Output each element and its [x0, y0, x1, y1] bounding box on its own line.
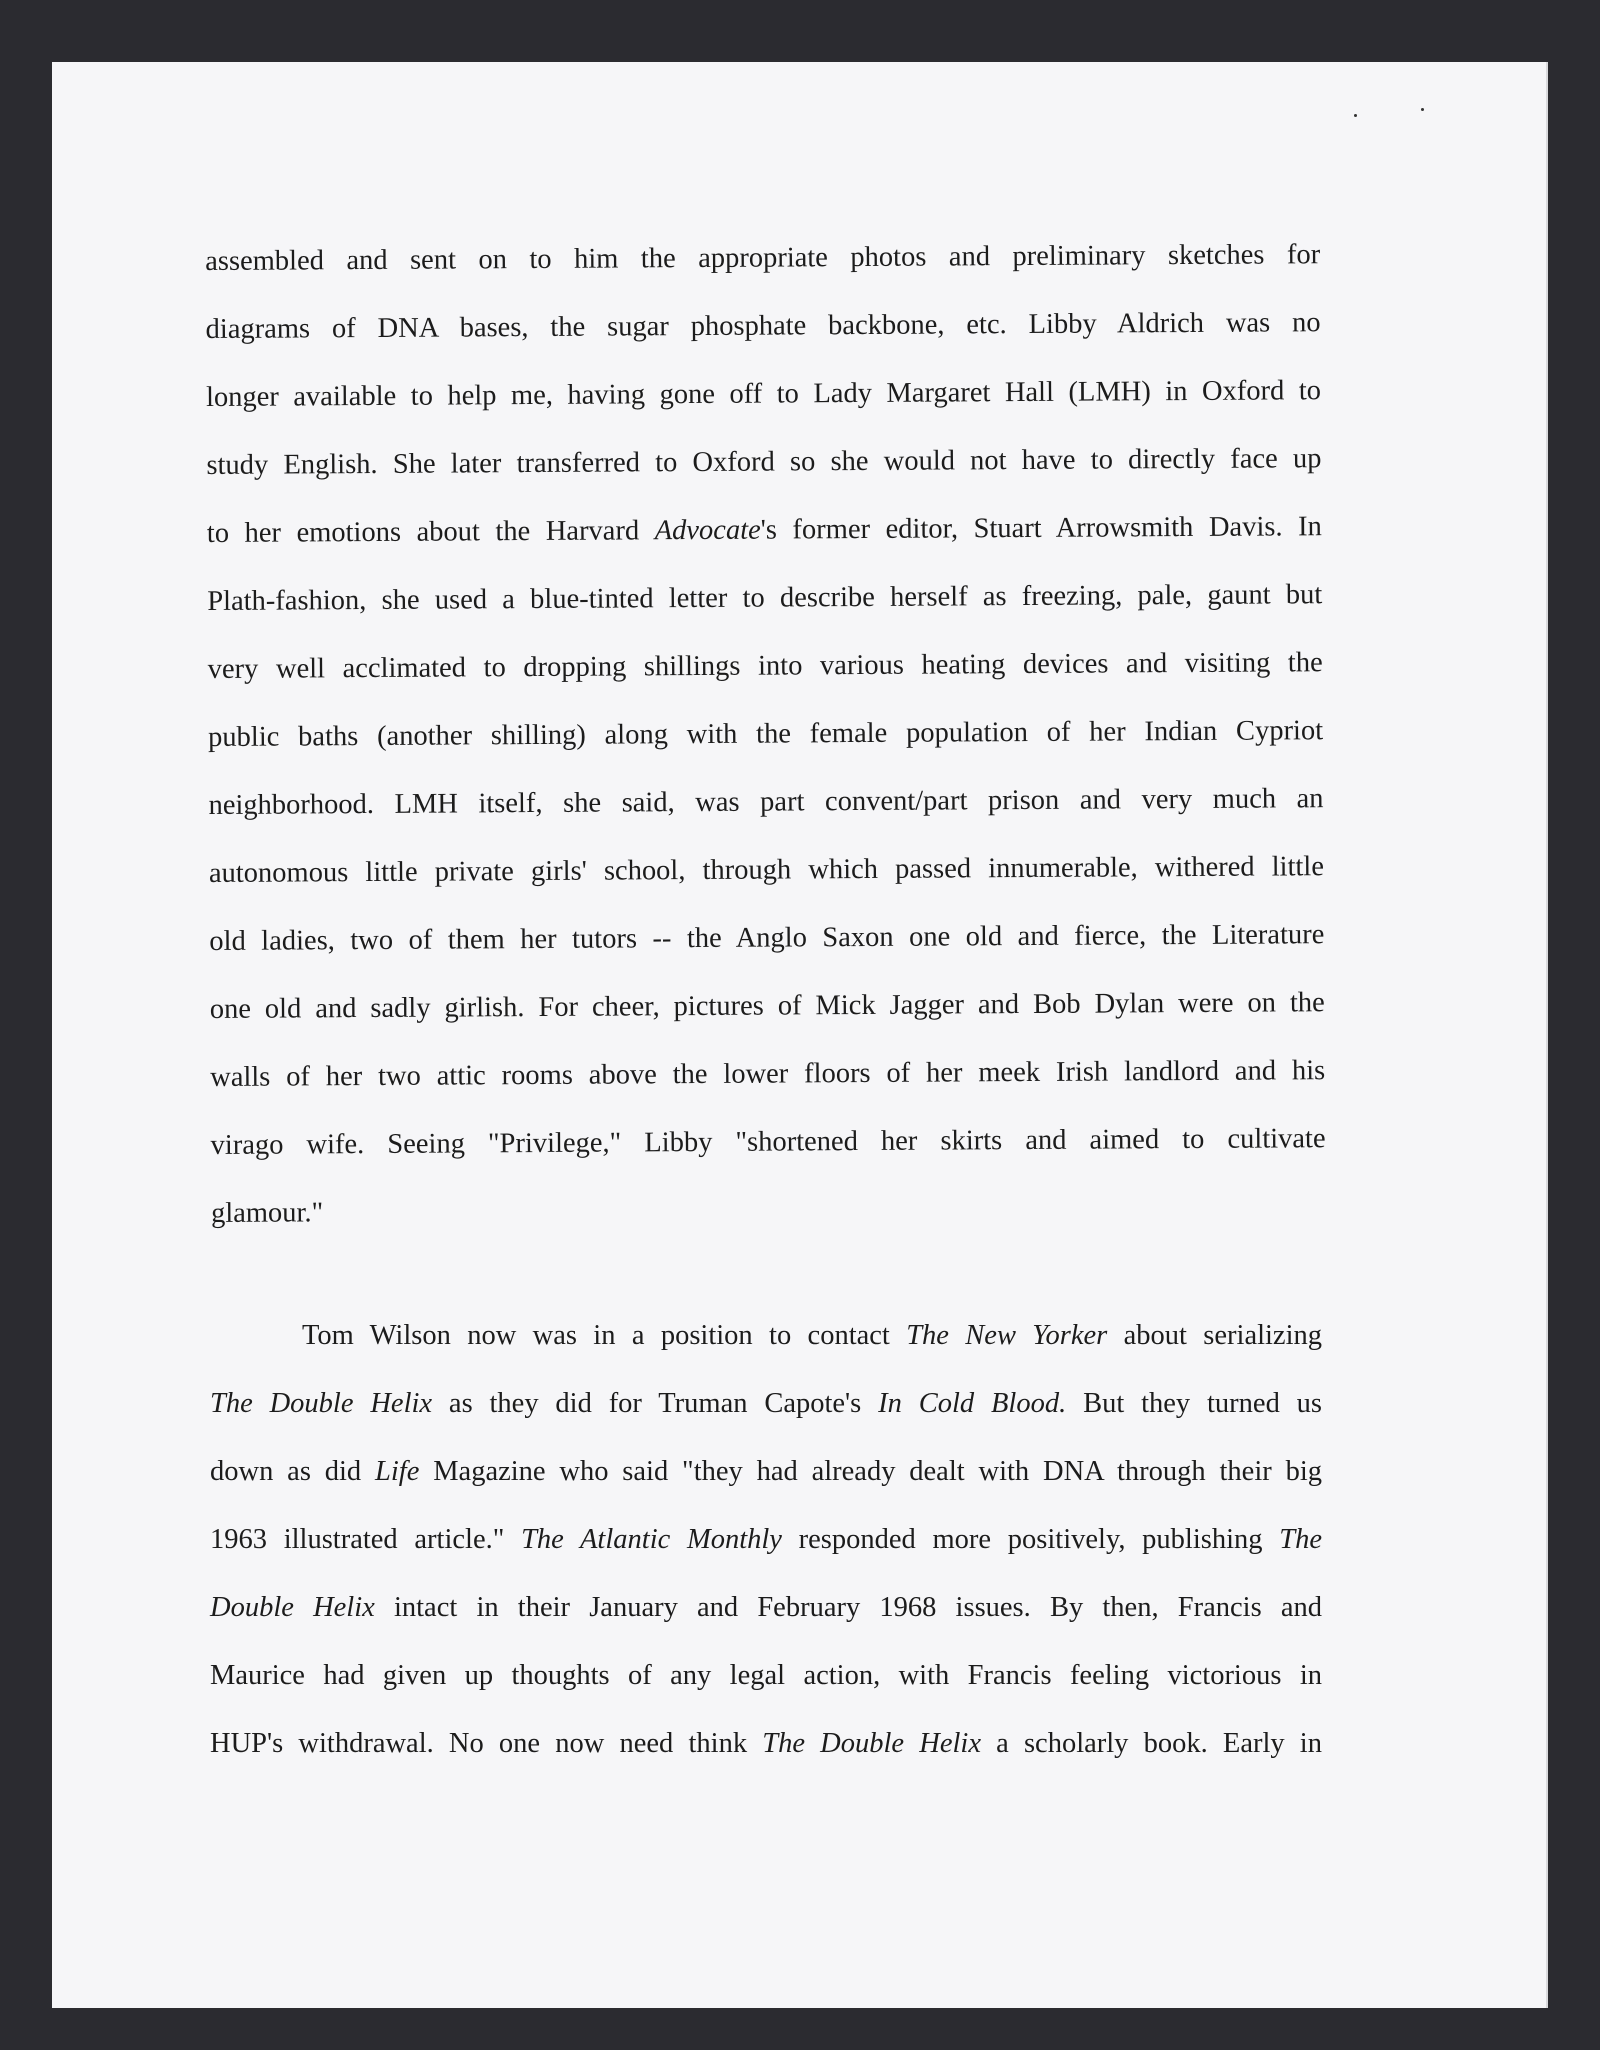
text-line: down as did Life Magazine who said "they had already dealt with DNA through their big — [210, 1456, 1322, 1487]
italic-title: The New Yorker — [906, 1320, 1108, 1351]
paper-speck — [1354, 114, 1357, 117]
text-line: The Double Helix as they did for Truman Capote's In Cold Blood. But they turned us — [210, 1388, 1323, 1419]
paragraph-1 — [205, 221, 1326, 1248]
paragraph-2 — [210, 1302, 1322, 1778]
italic-title: Advocate — [654, 514, 761, 547]
text-line: very well acclimated to dropping shillings into various heating devices and visiting the — [207, 647, 1323, 685]
italic-title: The Double Helix — [762, 1728, 981, 1759]
italic-title: The Double Helix — [210, 1388, 433, 1419]
text-line: 1963 illustrated article." The Atlantic Monthly responded more positively, publishing The — [210, 1524, 1322, 1555]
italic-title: Double Helix — [210, 1592, 375, 1623]
text-line: longer available to help me, having gone off to Lady Margaret Hall (LMH) in Oxford to — [205, 375, 1322, 413]
text-line: neighborhood. LMH itself, she said, was part convent/part prison and very much an — [208, 783, 1324, 821]
text-line: to her emotions about the Harvard Advocate's former editor, Stuart Arrowsmith Davis. In — [206, 511, 1322, 549]
italic-title: Life — [375, 1456, 420, 1487]
text-line: Maurice had given up thoughts of any legal action, with Francis feeling victorious in — [210, 1660, 1322, 1691]
italic-title: In Cold Blood. — [878, 1388, 1067, 1419]
text-line: walls of her two attic rooms above the lower floors of her meek Irish landlord and his — [210, 1055, 1326, 1093]
text-line: Double Helix intact in their January and February 1968 issues. By then, Francis and — [210, 1592, 1322, 1623]
text-line: HUP's withdrawal. No one now need think The Double Helix a scholarly book. Early in — [210, 1728, 1322, 1759]
text-line: study English. She later transferred to Oxford so she would not have to directly face up — [206, 443, 1322, 481]
text-line: virago wife. Seeing "Privilege," Libby "shortened her skirts and aimed to cultivate — [210, 1123, 1326, 1161]
text-line: assembled and sent on to him the appropriate photos and preliminary sketches for — [205, 239, 1321, 277]
italic-title: The Atlantic Monthly — [521, 1524, 782, 1555]
text-line: old ladies, two of them her tutors -- the Anglo Saxon one old and fierce, the Literature — [209, 919, 1325, 957]
text-line: public baths (another shilling) along with the female population of her Indian Cypriot — [208, 715, 1324, 753]
text-line: autonomous little private girls' school, through which passed innumerable, withered little — [208, 851, 1325, 889]
text-line: glamour." — [210, 1197, 324, 1229]
text-line: diagrams of DNA bases, the sugar phosphate backbone, etc. Libby Aldrich was no — [205, 307, 1321, 345]
italic-title: The — [1279, 1524, 1322, 1555]
text-line: one old and sadly girlish. For cheer, pictures of Mick Jagger and Bob Dylan were on the — [209, 987, 1325, 1025]
paper-speck — [1421, 108, 1424, 111]
text-line: Plath-fashion, she used a blue-tinted letter to describe herself as freezing, pale, gaunt but — [207, 579, 1323, 617]
text-line: Tom Wilson now was in a position to contact The New Yorker about serializing — [302, 1320, 1323, 1351]
